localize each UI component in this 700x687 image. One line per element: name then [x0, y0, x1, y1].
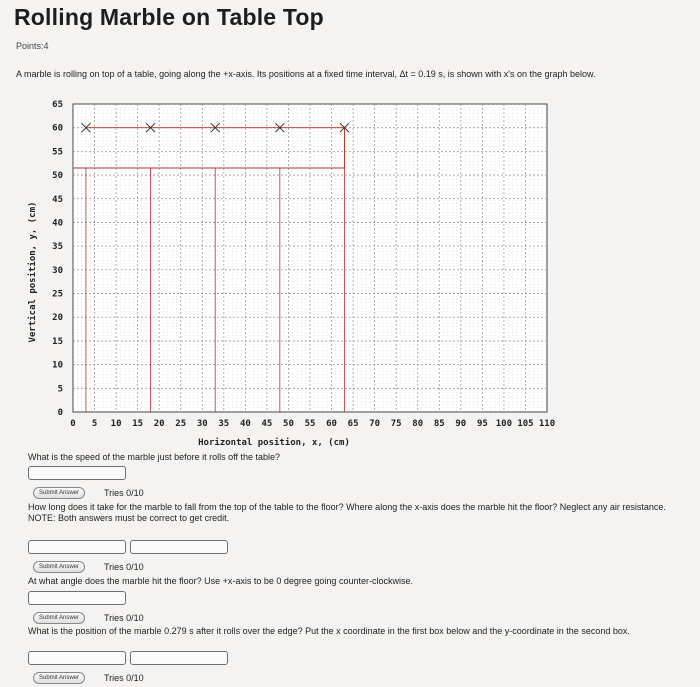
x-tick-label: 50: [283, 419, 294, 429]
y-tick-label: 45: [52, 194, 63, 205]
q2-submit-button[interactable]: Submit Answer: [33, 561, 85, 573]
y-tick-label: 50: [52, 171, 63, 182]
q2-x-input[interactable]: [130, 540, 228, 554]
x-tick-label: 0: [70, 419, 76, 429]
y-tick-label: 20: [52, 313, 63, 324]
q2-time-input[interactable]: [28, 540, 126, 554]
q4-submit-button[interactable]: Submit Answer: [33, 672, 85, 684]
y-tick-label: 55: [52, 147, 63, 158]
y-tick-label: 5: [57, 384, 63, 395]
x-tick-label: 100: [495, 419, 513, 429]
x-tick-label: 45: [261, 419, 273, 429]
x-tick-label: 15: [132, 419, 144, 429]
x-tick-label: 110: [538, 419, 556, 429]
x-tick-label: 105: [517, 419, 534, 429]
y-tick-label: 10: [52, 360, 63, 371]
y-tick-label: 60: [52, 123, 63, 134]
q4-tries-count: Tries 0/10: [104, 673, 144, 683]
x-tick-label: 5: [91, 419, 98, 429]
question-1-text: What is the speed of the marble just before it rolls off the table?: [28, 452, 280, 462]
problem-intro: A marble is rolling on top of a table, going along the +x-axis. Its positions at a fixed time interval, Δt = 0.19 s, is shown with x's on the graph below.: [16, 69, 596, 79]
q3-submit-button[interactable]: Submit Answer: [33, 612, 85, 624]
y-tick-label: 40: [52, 218, 63, 229]
y-tick-label: 35: [52, 242, 63, 253]
x-tick-label: 55: [304, 419, 316, 429]
x-tick-label: 70: [369, 419, 381, 429]
x-tick-label: 35: [218, 419, 230, 429]
page-title: Rolling Marble on Table Top: [14, 4, 324, 30]
x-tick-label: 85: [433, 419, 445, 429]
y-tick-label: 30: [52, 265, 63, 276]
points-label: Points:4: [16, 41, 49, 51]
y-tick-label: 0: [57, 408, 63, 418]
q3-tries-count: Tries 0/10: [104, 613, 144, 623]
x-tick-label: 90: [455, 419, 467, 429]
y-tick-label: 65: [52, 100, 63, 110]
q2-tries-count: Tries 0/10: [104, 562, 144, 572]
q1-tries-count: Tries 0/10: [104, 488, 144, 498]
x-axis-label: Horizontal position, x, (cm): [198, 438, 350, 448]
x-tick-label: 30: [196, 419, 208, 429]
y-axis-label: Vertical position, y, (cm): [28, 201, 38, 343]
question-4-text: What is the position of the marble 0.279 s after it rolls over the edge? Put the x coordinate in the first box below and the y-coordinate in the second box.: [28, 626, 630, 636]
q3-angle-input[interactable]: [28, 591, 126, 605]
question-3-text: At what angle does the marble hit the floor? Use +x-axis to be 0 degree going counter-clockwise.: [28, 576, 413, 586]
x-tick-label: 20: [153, 419, 165, 429]
q1-submit-button[interactable]: Submit Answer: [33, 487, 85, 499]
q4-y-input[interactable]: [130, 651, 228, 665]
y-tick-label: 15: [52, 336, 63, 347]
x-tick-label: 60: [326, 419, 337, 429]
x-tick-label: 40: [239, 419, 251, 429]
question-2-text: How long does it take for the marble to fall from the top of the table to the floor? Where along the x-axis does the marble hit the floor? Neglect any air resistance. NOTE: Both answers must be correct to get credit.: [28, 502, 666, 523]
x-tick-label: 75: [390, 419, 402, 429]
x-tick-label: 65: [347, 419, 359, 429]
x-tick-label: 95: [476, 419, 488, 429]
q1-answer-input[interactable]: [28, 466, 126, 480]
x-tick-label: 25: [175, 419, 187, 429]
q4-x-input[interactable]: [28, 651, 126, 665]
x-tick-label: 10: [110, 419, 122, 429]
x-tick-label: 80: [412, 419, 424, 429]
y-tick-label: 25: [52, 289, 63, 300]
